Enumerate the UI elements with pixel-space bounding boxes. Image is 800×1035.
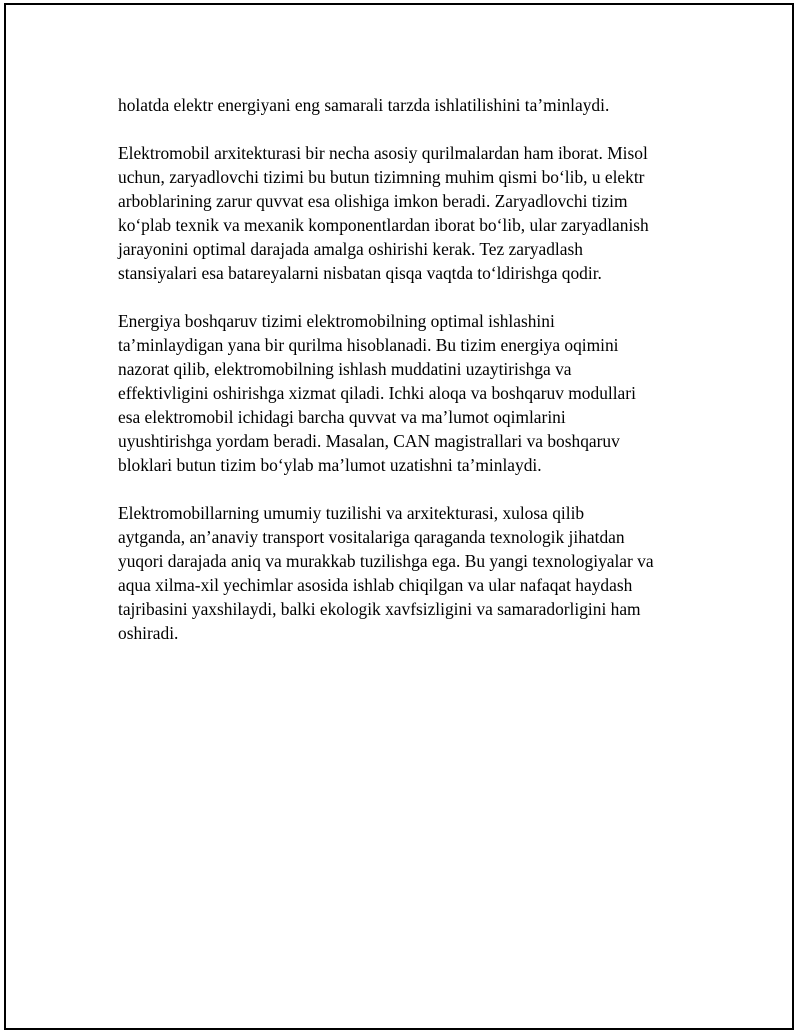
paragraph-2: Elektromobil arxitekturasi bir necha asosiy qurilmalardan ham iborat. Misol uchun, zaryadlovchi tizimi bu butun tizimning muhim qismi bo‘lib, u elektr arboblarining zarur quvvat esa olishiga imkon beradi. Zaryadlovchi tizim ko‘plab texnik va mexanik komponentlardan iborat bo‘lib, ular zaryadlanish jarayonini optimal darajada amalga oshirishi kerak. Tez zaryadlash stansiyalari esa batareyalarni nisbatan qisqa vaqtda to‘ldirishga qodir. xyxy=(118,143,649,283)
paragraph-3: Energiya boshqaruv tizimi elektromobilning optimal ishlashini ta’minlaydigan yana bir qurilma hisoblanadi. Bu tizim energiya oqimini nazorat qilib, elektromobilning ishlash muddatini uzaytirishga va effektivligini oshirishga xizmat qiladi. Ichki aloqa va boshqaruv modullari esa elektromobil ichidagi barcha quvvat va ma’lumot oqimlarini uyushtirishga yordam beradi. Masalan, CAN magistrallari va boshqaruv bloklari butun tizim bo‘ylab ma’lumot uzatishni ta’minlaydi. xyxy=(118,311,636,475)
paragraph-1: holatda elektr energiyani eng samarali tarzda ishlatilishini ta’minlaydi. xyxy=(118,95,610,115)
document-body xyxy=(118,93,690,669)
paragraph-4: Elektromobillarning umumiy tuzilishi va arxitekturasi, xulosa qilib aytganda, an’anaviy transport vositalariga qaraganda texnologik jihatdan yuqori darajada aniq va murakkab tuzilishga ega. Bu yangi texnologiyalar va aqua xilma-xil yechimlar asosida ishlab chiqilgan va ular nafaqat haydash tajribasini yaxshilaydi, balki ekologik xavfsizligini va samaradorligini ham oshiradi. xyxy=(118,503,654,643)
